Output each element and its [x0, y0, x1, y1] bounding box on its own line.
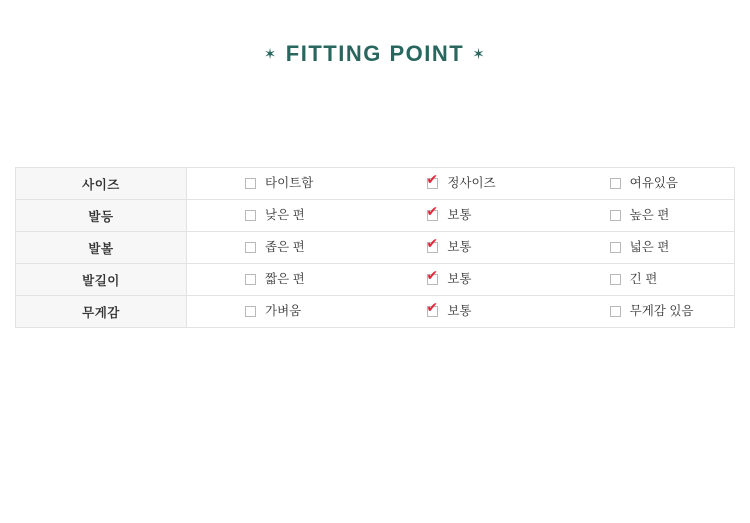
option-item[interactable] [369, 171, 551, 191]
option-item[interactable] [552, 241, 734, 254]
row-options [187, 296, 735, 328]
checkbox-icon[interactable] [610, 242, 621, 253]
option-item[interactable] [187, 273, 369, 286]
table-row [16, 296, 735, 328]
option-label: 정사이즈 [447, 176, 496, 191]
option-label: 보통 [447, 240, 472, 255]
checkbox-checked-icon[interactable]: ✔ [426, 235, 439, 251]
row-label: 발길이 [16, 264, 187, 296]
row-options [187, 200, 735, 232]
option-label: 무게감 있음 [629, 304, 694, 319]
page-title [0, 40, 750, 67]
star-left-icon: ✶ [263, 46, 278, 64]
checkbox-icon[interactable] [245, 178, 256, 189]
table-row [16, 264, 735, 296]
option-item[interactable] [187, 177, 369, 190]
option-item[interactable] [187, 209, 369, 222]
option-item[interactable] [369, 235, 551, 255]
option-item[interactable] [552, 177, 734, 190]
title-text: FITTING POINT [285, 41, 465, 67]
row-label: 발등 [16, 200, 187, 232]
option-label: 긴 편 [629, 272, 658, 287]
option-label: 타이트함 [265, 176, 314, 191]
option-label: 가벼움 [265, 304, 302, 319]
checkbox-icon[interactable] [610, 178, 621, 189]
option-label: 보통 [447, 208, 472, 223]
checkbox-checked-icon[interactable]: ✔ [426, 299, 439, 315]
row-label: 무게감 [16, 296, 187, 328]
title-block [256, 40, 495, 67]
option-label: 높은 편 [629, 208, 670, 223]
option-label: 좁은 편 [265, 240, 305, 255]
table-row [16, 200, 735, 232]
option-item[interactable] [552, 305, 734, 318]
option-label: 보통 [447, 304, 472, 319]
option-item[interactable] [369, 299, 551, 319]
checkbox-icon[interactable] [245, 274, 256, 285]
option-label: 보통 [447, 272, 472, 287]
checkbox-icon[interactable] [610, 274, 621, 285]
star-right-icon: ✶ [472, 46, 487, 64]
option-item[interactable] [187, 241, 369, 254]
fitting-table [15, 167, 735, 328]
table-row [16, 168, 735, 200]
option-label: 여유있음 [629, 176, 678, 191]
fitting-table-body [16, 168, 735, 328]
option-label: 낮은 편 [265, 208, 305, 223]
option-label: 짧은 편 [265, 272, 305, 287]
row-options [187, 264, 735, 296]
fitting-table-wrapper [15, 167, 735, 328]
checkbox-icon[interactable] [245, 210, 256, 221]
checkbox-icon[interactable] [245, 242, 256, 253]
option-item[interactable] [369, 203, 551, 223]
option-item[interactable] [552, 273, 734, 286]
checkbox-checked-icon[interactable]: ✔ [426, 267, 439, 283]
checkbox-checked-icon[interactable]: ✔ [426, 171, 439, 187]
checkbox-icon[interactable] [245, 306, 256, 317]
checkbox-icon[interactable] [610, 306, 621, 317]
row-options [187, 232, 735, 264]
option-item[interactable] [187, 305, 369, 318]
row-options [187, 168, 735, 200]
row-label: 발볼 [16, 232, 187, 264]
row-label: 사이즈 [16, 168, 187, 200]
option-item[interactable] [369, 267, 551, 287]
table-row [16, 232, 735, 264]
checkbox-checked-icon[interactable]: ✔ [426, 203, 439, 219]
checkbox-icon[interactable] [610, 210, 621, 221]
option-label: 넓은 편 [629, 240, 670, 255]
option-item[interactable] [552, 209, 734, 222]
